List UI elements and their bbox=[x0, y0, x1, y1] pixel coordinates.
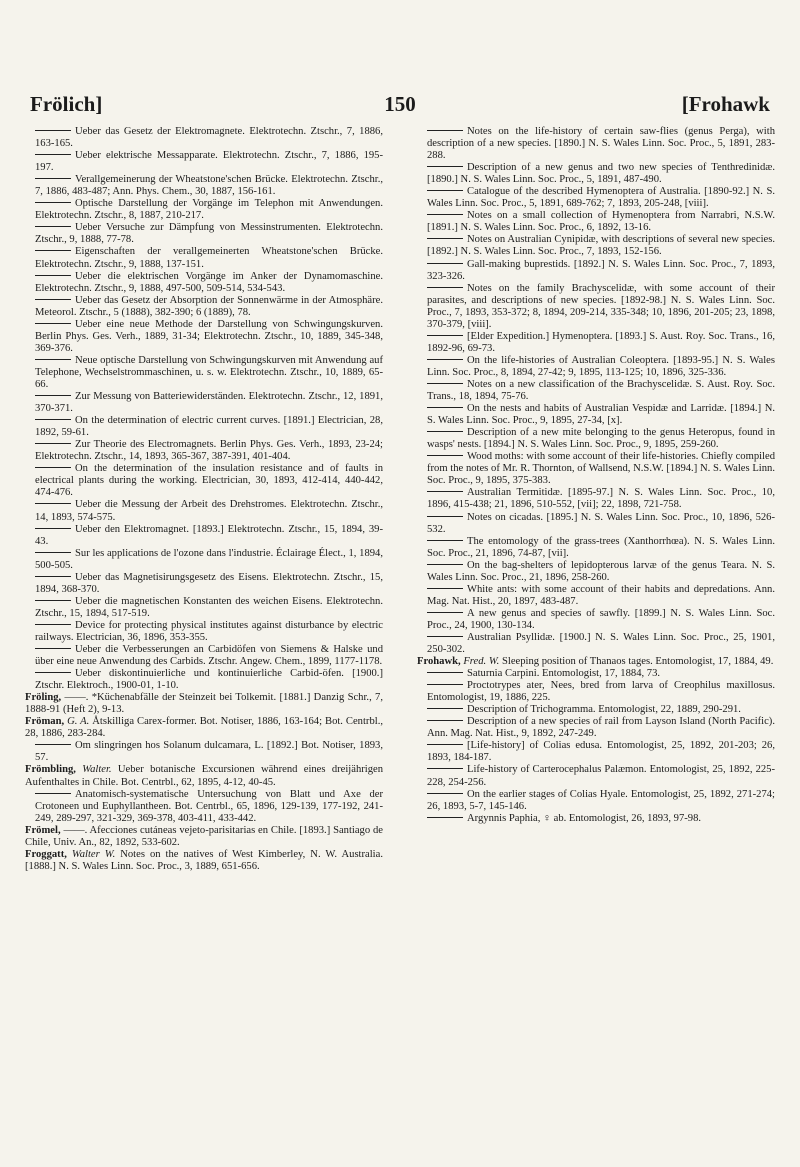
bibliography-entry bbox=[417, 487, 775, 511]
ditto-dash bbox=[35, 576, 71, 577]
bibliography-entry bbox=[25, 644, 383, 668]
entry-text: Åtskilliga Carex-former. Bot. Notiser, 1886, 163-164; Bot. Centrbl., 28, 1886, 283-284. bbox=[25, 716, 383, 740]
entry-text: Verallgemeinerung der Wheatstone'schen Brücke. Elektrotechn. Ztschr., 7, 1886, 483-487; Ann. Phys. Chem., 30, 1887, 156-161. bbox=[35, 174, 383, 198]
entry-text: Life-history of Carterocephalus Palæmon. Entomologist, 25, 1892, 225-228, 254-256. bbox=[427, 764, 775, 788]
bibliography-entry bbox=[417, 427, 775, 451]
entry-author: Frömel, bbox=[25, 824, 61, 836]
entry-text: Description of a new mite belonging to the genus Heteropus, found in wasps' nests. [1894.] N. S. Wales Linn. Soc. Proc., 9, 1895, 259-260. bbox=[427, 427, 775, 451]
bibliography-entry bbox=[25, 391, 383, 415]
bibliography-entry bbox=[417, 764, 775, 788]
bibliography-entry bbox=[25, 174, 383, 198]
bibliography-entry bbox=[25, 126, 383, 150]
ditto-dash bbox=[427, 287, 463, 288]
bibliography-entry bbox=[417, 584, 775, 608]
ditto-dash bbox=[427, 768, 463, 769]
ditto-dash bbox=[427, 431, 463, 432]
bibliography-entry bbox=[25, 150, 383, 174]
entry-text: Optische Darstellung der Vorgänge im Telephon mit Anwendungen. Elektrotechn. Ztschr., 8, 1887, 210-217. bbox=[35, 198, 383, 222]
bibliography-entry bbox=[417, 162, 775, 186]
ditto-dash bbox=[427, 744, 463, 745]
entry-text: Argynnis Paphia, ♀ ab. Entomologist, 26, 1893, 97-98. bbox=[467, 812, 702, 824]
ditto-dash bbox=[35, 154, 71, 155]
ditto-dash bbox=[35, 419, 71, 420]
entry-text: Ueber die Verbesserungen an Carbidöfen von Siemens & Halske und über eine neue Anwendung des Carbids. Ztschr. Angew. Chem., 1899, 1177-1178. bbox=[35, 644, 383, 668]
entry-text: Australian Psyllidæ. [1900.] N. S. Wales Linn. Soc. Proc., 25, 1901, 250-302. bbox=[427, 631, 775, 656]
entry-text: Ueber die magnetischen Konstanten des weichen Eisens. Elektrotechn. Ztschr., 15, 1894, 517-519. bbox=[35, 595, 383, 619]
entry-author-given-name: Walter. bbox=[75, 764, 112, 776]
ditto-dash bbox=[427, 540, 463, 541]
entry-text: Proctotrypes ater, Nees, bred from larva of Creophilus maxillosus. Entomologist, 19, 1886, 225. bbox=[427, 680, 775, 704]
entry-text: Zur Messung von Batteriewiderständen. Elektrotechn. Ztschr., 12, 1891, 370-371. bbox=[35, 391, 383, 415]
entry-text: The entomology of the grass-trees (Xanthorrhœa). N. S. Wales Linn. Soc. Proc., 21, 1896, 74-87, [vii]. bbox=[427, 535, 775, 559]
ditto-dash bbox=[427, 588, 463, 589]
entry-text: Gall-making buprestids. [1892.] N. S. Wales Linn. Soc. Proc., 7, 1893, 323-326. bbox=[427, 258, 775, 282]
entry-text: Notes on a small collection of Hymenoptera from Narrabri, N.S.W. [1891.] N. S. Wales Linn. Soc. Proc., 6, 1892, 13-16. bbox=[427, 210, 775, 234]
entry-text: On the life-histories of Australian Coleoptera. [1893-95.] N. S. Wales Linn. Soc. Proc., 8, 1894, 27-42; 9, 1895, 113-125; 10, 1896, 325-336. bbox=[427, 354, 775, 378]
entry-text: ——. *Küchenabfälle der Steinzeit bei Tolkemit. [1881.] Danzig Schr., 7, 1888-91 (Heft 2), 9-13. bbox=[25, 692, 383, 716]
entry-text: Description of Trichogramma. Entomologist, 22, 1889, 290-291. bbox=[467, 704, 741, 716]
entry-text: Ueber diskontinuierliche und kontinuierliche Carbid-öfen. [1900.] Ztschr. Elektroch., 1900-01, 1-10. bbox=[35, 668, 383, 692]
bibliography-entry bbox=[25, 415, 383, 439]
entry-author-given-name: Walter W. bbox=[66, 848, 116, 860]
ditto-dash bbox=[427, 684, 463, 685]
bibliography-entry bbox=[417, 512, 775, 536]
bibliography-entry bbox=[417, 680, 775, 704]
bibliography-entry bbox=[25, 789, 383, 825]
ditto-dash bbox=[427, 455, 463, 456]
bibliography-entry bbox=[417, 656, 775, 668]
bibliography-entry bbox=[417, 632, 775, 656]
entry-text: Australian Termitidæ. [1895-97.] N. S. Wales Linn. Soc. Proc., 10, 1896, 415-438; 21, 1896, 510-552, [vii]; 22, 1898, 721-758. bbox=[427, 487, 775, 511]
entry-text: Saturnia Carpini. Entomologist, 17, 1884, 73. bbox=[467, 668, 661, 680]
entry-text: Description of a new genus and two new species of Tenthredinidæ. [1890.] N. S. Wales Linn. Soc. Proc., 5, 1891, 487-490. bbox=[427, 162, 775, 186]
bibliography-entry bbox=[417, 668, 775, 680]
bibliography-entry bbox=[25, 246, 383, 270]
ditto-dash bbox=[35, 672, 71, 673]
entry-text: Ueber das Gesetz der Absorption der Sonnenwärme in der Atmosphäre. Meteorol. Ztschr., 5 (1888), 382-390; 6 (1889), 78. bbox=[35, 294, 383, 318]
bibliography-entry bbox=[417, 186, 775, 210]
entry-text: On the bag-shelters of lepidopterous larvæ of the genus Teara. N. S. Wales Linn. Soc. Proc., 21, 1896, 258-260. bbox=[427, 559, 775, 583]
bibliography-entry bbox=[417, 716, 775, 740]
ditto-dash bbox=[427, 708, 463, 709]
bibliography-entry bbox=[25, 548, 383, 572]
entry-text: White ants: with some account of their habits and depredations. Ann. Mag. Nat. Hist., 20, 1897, 483-487. bbox=[427, 583, 775, 607]
ditto-dash bbox=[35, 250, 71, 251]
bibliography-entry bbox=[25, 572, 383, 596]
entry-text: Ueber Versuche zur Dämpfung von Messinstrumenten. Elektrotechn. Ztschr., 9, 1888, 77-78. bbox=[35, 222, 383, 246]
entry-text: On the determination of the insulation resistance and of faults in electrical plants during the working. Electrician, 30, 1893, 412-414, 440-442, 474-476. bbox=[35, 463, 383, 499]
bibliography-entry bbox=[417, 740, 775, 764]
entry-author-given-name: Fred. W. bbox=[460, 656, 500, 668]
ditto-dash bbox=[427, 516, 463, 517]
bibliography-entry bbox=[25, 596, 383, 620]
bibliography-entry bbox=[417, 283, 775, 331]
bibliography-entry bbox=[417, 126, 775, 162]
bibliography-entry bbox=[417, 451, 775, 487]
entry-text: Om slingringen hos Solanum dulcamara, L. [1892.] Bot. Notiser, 1893, 57. bbox=[35, 740, 383, 764]
entry-text: Ueber das Gesetz der Elektromagnete. Elektrotechn. Ztschr., 7, 1886, 163-165. bbox=[35, 126, 383, 150]
entry-text: Sur les applications de l'ozone dans l'industrie. Éclairage Élect., 1, 1894, 500-505. bbox=[35, 547, 383, 571]
entry-text: Ueber elektrische Messapparate. Elektrotechn. Ztschr., 7, 1886, 195-197. bbox=[35, 150, 383, 174]
bibliography-entry bbox=[25, 620, 383, 644]
entry-text: [Elder Expedition.] Hymenoptera. [1893.] S. Aust. Roy. Soc. Trans., 16, 1892-96, 69-73. bbox=[427, 330, 775, 354]
bibliography-entry bbox=[417, 789, 775, 813]
entry-text: Ueber das Magnetisirungsgesetz des Eisens. Elektrotechn. Ztschr., 15, 1894, 368-370. bbox=[35, 571, 383, 595]
ditto-dash bbox=[427, 359, 463, 360]
bibliography-entry bbox=[25, 668, 383, 692]
ditto-dash bbox=[35, 552, 71, 553]
ditto-dash bbox=[427, 238, 463, 239]
bibliography-entry bbox=[25, 271, 383, 295]
bibliography-entry bbox=[417, 234, 775, 258]
ditto-dash bbox=[427, 214, 463, 215]
ditto-dash bbox=[427, 263, 463, 264]
bibliography-entry bbox=[25, 439, 383, 463]
entry-text: Notes on the life-history of certain saw-flies (genus Perga), with description of a new species. [1890.] N. S. Wales Linn. Soc. Proc., 5, 1891, 283-288. bbox=[427, 126, 775, 162]
entry-text: Notes on a new classification of the Brachyscelidæ. S. Aust. Roy. Soc. Trans., 18, 1894, 75-76. bbox=[427, 378, 775, 403]
bibliography-entry bbox=[417, 704, 775, 716]
ditto-dash bbox=[35, 130, 71, 131]
ditto-dash bbox=[427, 612, 463, 613]
bibliography-entry bbox=[417, 813, 775, 825]
entry-text: Ueber die Messung der Arbeit des Drehstromes. Elektrotechn. Ztschr., 14, 1893, 574-575. bbox=[35, 499, 383, 523]
bibliography-entry bbox=[25, 524, 383, 548]
ditto-dash bbox=[427, 793, 463, 794]
entry-text: Eigenschaften der verallgemeinerten Wheatstone'schen Brücke. Elektrotechn. Ztschr., 9, 1888, 137-151. bbox=[35, 246, 383, 270]
bibliography-entry bbox=[25, 295, 383, 319]
ditto-dash bbox=[35, 359, 71, 360]
entry-author: Fröman, bbox=[25, 716, 65, 728]
entry-text: [Life-history] of Colias edusa. Entomologist, 25, 1892, 201-203; 26, 1893, 184-187. bbox=[427, 740, 775, 764]
entry-text: Neue optische Darstellung von Schwingungskurven mit Anwendung auf Telephone, Wechselstrommaschinen, u. s. w. Elektrotechn. Ztschr., 10, 1889, 65-66. bbox=[35, 354, 383, 390]
running-header bbox=[30, 92, 770, 120]
ditto-dash bbox=[35, 178, 71, 179]
entry-author-given-name: G. A. bbox=[64, 716, 90, 728]
entry-author: Frömbling, bbox=[25, 764, 76, 776]
bibliography-entry bbox=[25, 764, 383, 788]
bibliography-entry bbox=[25, 355, 383, 391]
entry-text: Device for protecting physical institutes against disturbance by electric railways. Electrician, 36, 1896, 353-355. bbox=[35, 619, 383, 643]
left-column bbox=[25, 126, 383, 873]
entry-text: A new genus and species of sawfly. [1899.] N. S. Wales Linn. Soc. Proc., 24, 1900, 130-134. bbox=[427, 607, 775, 631]
entry-text: Notes on Australian Cynipidæ, with descriptions of several new species. [1892.] N. S. Wales Linn. Soc. Proc., 7, 1893, 152-156. bbox=[427, 234, 775, 258]
bibliography-entry bbox=[417, 379, 775, 403]
page-number: 150 bbox=[384, 92, 416, 116]
bibliography-entry bbox=[25, 716, 383, 740]
entry-text: Notes on the family Brachyscelidæ, with some account of their parasites, and descriptions of new species. [1892-98.] N. S. Wales Linn. Soc. Proc., 7, 1893, 353-372; 8, 1894, 209-214, 335-348; 10, 1896, 201-205; 23, 1898, 370-379, [viii]. bbox=[427, 282, 775, 330]
ditto-dash bbox=[35, 275, 71, 276]
ditto-dash bbox=[427, 166, 463, 167]
entry-text: Ueber botanische Excursionen während eines dreijährigen Aufenthaltes in Chile. Bot. Centrbl., 62, 1895, 4-12, 40-45. bbox=[25, 764, 384, 788]
ditto-dash bbox=[35, 528, 71, 529]
entry-author: Frohawk, bbox=[417, 656, 461, 668]
entry-text: Ueber eine neue Methode der Darstellung von Schwingungskurven. Berlin Phys. Ges. Verh., 1889, 31-34; Elektrotechn. Ztschr., 10, 1889, 345-348, 369-376. bbox=[35, 318, 383, 354]
entry-text: Notes on the natives of West Kimberley, N. W. Australia. [1888.] N. S. Wales Linn. Soc. Proc., 3, 1889, 651-656. bbox=[25, 848, 383, 872]
ditto-dash bbox=[35, 299, 71, 300]
entry-text: On the earlier stages of Colias Hyale. Entomologist, 25, 1892, 271-274; 26, 1893, 5-7, 145-146. bbox=[427, 788, 775, 812]
entry-text: Zur Theorie des Electromagnets. Berlin Phys. Ges. Verh., 1893, 23-24; Elektrotechn. Ztschr., 14, 1893, 365-367, 387-391, 401-404. bbox=[35, 439, 383, 463]
bibliography-entry bbox=[417, 608, 775, 632]
ditto-dash bbox=[35, 202, 71, 203]
bibliography-entry bbox=[25, 222, 383, 246]
bibliography-entry bbox=[417, 403, 775, 427]
ditto-dash bbox=[35, 503, 71, 504]
ditto-dash bbox=[35, 648, 71, 649]
ditto-dash bbox=[35, 467, 71, 468]
bibliography-entry bbox=[25, 463, 383, 499]
entry-text: Sleeping position of Thanaos tages. Entomologist, 17, 1884, 49. bbox=[501, 656, 774, 668]
entry-text: Ueber den Elektromagnet. [1893.] Elektrotechn. Ztschr., 15, 1894, 39-43. bbox=[35, 523, 383, 547]
entry-author: Froggatt, bbox=[25, 848, 67, 860]
bibliography-entry bbox=[417, 536, 775, 560]
entry-text: Ueber die elektrischen Vorgänge im Anker der Dynamomaschine. Elektrotechn. Ztschr., 9, 1888, 497-500, 509-514, 534-543. bbox=[35, 270, 383, 294]
header-left-name: Frölich] bbox=[30, 92, 103, 116]
bibliography-entry bbox=[417, 259, 775, 283]
right-column bbox=[417, 126, 775, 825]
header-right-name: [Frohawk bbox=[681, 92, 770, 116]
ditto-dash bbox=[35, 600, 71, 601]
bibliography-entry bbox=[417, 210, 775, 234]
ditto-dash bbox=[35, 226, 71, 227]
ditto-dash bbox=[427, 564, 463, 565]
ditto-dash bbox=[35, 793, 71, 794]
ditto-dash bbox=[427, 130, 463, 131]
ditto-dash bbox=[427, 335, 463, 336]
ditto-dash bbox=[427, 636, 463, 637]
ditto-dash bbox=[35, 395, 71, 396]
ditto-dash bbox=[35, 443, 71, 444]
entry-text: Wood moths: with some account of their life-histories. Chiefly compiled from the notes of Mr. R. Thornton, of Wallsend, N.S.W. [1894.] N. S. Wales Linn. Soc. Proc., 9, 1895, 375-383. bbox=[427, 451, 775, 487]
bibliography-entry bbox=[417, 355, 775, 379]
ditto-dash bbox=[427, 407, 463, 408]
bibliography-entry bbox=[417, 331, 775, 355]
ditto-dash bbox=[427, 672, 463, 673]
bibliography-entry bbox=[25, 198, 383, 222]
entry-author: Fröling, bbox=[25, 692, 62, 704]
bibliography-entry bbox=[25, 849, 383, 873]
bibliography-entry bbox=[25, 319, 383, 355]
entry-text: ——. Afecciones cutáneas vejeto-parisitarias en Chile. [1893.] Santiago de Chile, Univ. An., 82, 1892, 533-602. bbox=[25, 824, 383, 848]
ditto-dash bbox=[427, 190, 463, 191]
ditto-dash bbox=[35, 323, 71, 324]
ditto-dash bbox=[427, 491, 463, 492]
bibliography-entry bbox=[417, 560, 775, 584]
entry-text: On the nests and habits of Australian Vespidæ and Larridæ. [1894.] N. S. Wales Linn. Soc. Proc., 9, 1895, 27-34, [x]. bbox=[427, 403, 775, 427]
bibliography-entry bbox=[25, 499, 383, 523]
entry-text: Anatomisch-systematische Untersuchung von Blatt und Axe der Crotoneen und Euphyllantheen. Bot. Centrbl., 65, 1896, 129-139, 177-192, 241-249, 289-297, 321-329, 369-378, 403-411, 433-442. bbox=[35, 788, 383, 824]
entry-text: Description of a new species of rail from Layson Island (North Pacific). Ann. Mag. Nat. Hist., 9, 1892, 247-249. bbox=[427, 716, 775, 740]
bibliography-entry bbox=[25, 740, 383, 764]
bibliography-entry bbox=[25, 825, 383, 849]
ditto-dash bbox=[427, 817, 463, 818]
entry-text: On the determination of electric current curves. [1891.] Electrician, 28, 1892, 59-61. bbox=[35, 415, 383, 439]
bibliography-entry bbox=[25, 692, 383, 716]
ditto-dash bbox=[35, 744, 71, 745]
entry-text: Notes on cicadas. [1895.] N. S. Wales Linn. Soc. Proc., 10, 1896, 526-532. bbox=[427, 511, 775, 535]
ditto-dash bbox=[427, 720, 463, 721]
ditto-dash bbox=[427, 383, 463, 384]
ditto-dash bbox=[35, 624, 71, 625]
entry-text: Catalogue of the described Hymenoptera of Australia. [1890-92.] N. S. Wales Linn. Soc. Proc., 5, 1891, 689-762; 7, 1893, 205-248, [viii]. bbox=[427, 186, 775, 210]
